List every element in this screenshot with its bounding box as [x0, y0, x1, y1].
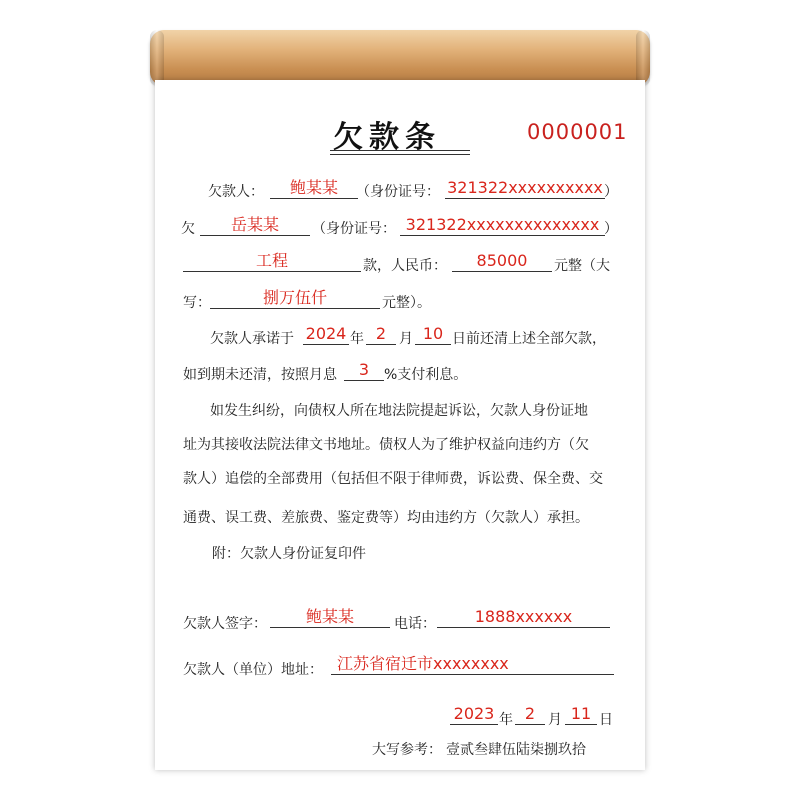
sign-label-day: 日 [599, 712, 613, 728]
label-id-2: （身份证号： [312, 221, 396, 237]
promise-suffix: 日前还清上述全部欠款， [452, 331, 606, 347]
label-owe: 欠 [181, 221, 195, 237]
phone-field: 1888xxxxxx [437, 608, 610, 628]
interest-suffix: %支付利息。 [384, 367, 468, 383]
purpose-field: 工程 [183, 252, 361, 272]
dispute-line-2: 址为其接收法院法律文书地址。债权人为了维护权益向违约方（欠 [183, 437, 589, 453]
paper-roll [150, 30, 650, 86]
creditor-name-field: 岳某某 [200, 216, 310, 236]
due-day-field: 10 [415, 325, 451, 345]
dispute-line-4: 通费、误工费、差旅费、鉴定费等）均由违约方（欠款人）承担。 [183, 510, 589, 526]
serial-number: 0000001 [527, 120, 628, 144]
signature-field: 鲍某某 [270, 608, 390, 628]
title-underline [330, 150, 470, 151]
attachment-note: 附：欠款人身份证复印件 [212, 546, 366, 562]
sign-label-year: 年 [499, 712, 513, 728]
label-yuan-end: 元整）。 [382, 295, 431, 311]
label-debtor: 欠款人： [208, 184, 264, 200]
label-id-1: （身份证号： [356, 184, 440, 200]
address-field: 江苏省宿迁市xxxxxxxx [331, 655, 614, 675]
label-yuan-upper: 元整（大 [554, 258, 610, 274]
due-year-field: 2024 [303, 325, 349, 345]
interest-prefix: 如到期未还清，按照月息 [183, 367, 337, 383]
creditor-id-field: 321322xxxxxxxxxxxxxx [400, 216, 605, 236]
sign-day-field: 11 [565, 705, 597, 725]
label-write: 写： [183, 295, 211, 311]
sign-label-month: 月 [548, 712, 562, 728]
paren-close-2: ） [604, 221, 618, 237]
label-signature: 欠款人签字： [183, 616, 267, 632]
paren-close-1: ） [604, 184, 618, 200]
due-month-field: 2 [366, 325, 396, 345]
interest-rate-field: 3 [344, 361, 384, 381]
label-money: 款，人民币： [363, 258, 447, 274]
dispute-line-3: 款人）追偿的全部费用（包括但不限于律师费，诉讼费、保全费、交 [183, 471, 603, 487]
debtor-id-field: 321322xxxxxxxxxx [445, 179, 605, 199]
amount-field: 85000 [452, 252, 552, 272]
promise-prefix: 欠款人承诺于 [210, 331, 294, 347]
label-address: 欠款人（单位）地址： [183, 662, 323, 678]
dispute-line-1: 如发生纠纷，向债权人所在地法院提起诉讼，欠款人身份证地 [210, 403, 588, 419]
sign-month-field: 2 [515, 705, 545, 725]
label-month: 月 [399, 331, 413, 347]
sign-year-field: 2023 [450, 705, 498, 725]
label-year: 年 [350, 331, 364, 347]
debtor-name-field: 鲍某某 [270, 179, 358, 199]
document-title: 欠款条 [333, 120, 441, 155]
amount-upper-field: 捌万伍仟 [210, 289, 380, 309]
label-phone: 电话： [394, 616, 436, 632]
upper-ref-digits: 壹贰叁肆伍陆柒捌玖拾 [446, 742, 586, 758]
title-underline [330, 154, 470, 155]
upper-ref-label: 大写参考： [372, 742, 442, 758]
